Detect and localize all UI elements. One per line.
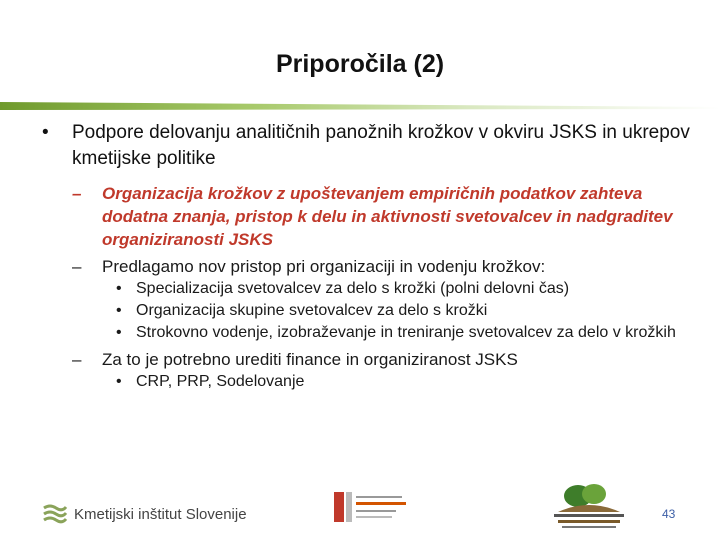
sub-sub-item-text: CRP, PRP, Sodelovanje xyxy=(136,373,305,390)
dash-icon: – xyxy=(72,350,82,369)
bullet-dot-icon: • xyxy=(116,373,122,390)
sub-sub-item xyxy=(30,300,700,322)
sub-sub-item xyxy=(30,371,700,393)
sub-item-3 xyxy=(30,348,700,371)
kis-logo-icon xyxy=(42,502,68,526)
title-divider xyxy=(0,100,720,112)
rural-network-logo xyxy=(548,482,630,532)
dash-icon: – xyxy=(72,184,82,203)
kis-logo xyxy=(42,500,247,528)
sub-item-2 xyxy=(30,255,700,278)
slide-content xyxy=(30,120,700,393)
sub-item-1-text: Organizacija krožkov z upoštevanjem empiričnih podatkov zahteva dodatna znanja, pristop k delu in aktivnosti svetovalcev in nadgraditev organiziranosti JSKS xyxy=(102,184,673,249)
ministry-logo xyxy=(332,490,412,526)
page-number: 43 xyxy=(662,507,676,521)
sub-sub-item xyxy=(30,278,700,300)
bullet-dot-icon: • xyxy=(116,324,122,341)
sub-sub-item-text: Strokovno vodenje, izobraževanje in treniranje svetovalcev za delo v krožkih xyxy=(136,324,676,341)
slide-title: Priporočila (2) xyxy=(275,50,445,78)
sub-sub-item xyxy=(30,322,700,344)
bullet-1 xyxy=(30,120,700,172)
kis-logo-text: Kmetijski inštitut Slovenije xyxy=(74,505,247,523)
sub-item-2-text: Predlagamo nov pristop pri organizaciji in vodenju krožkov: xyxy=(102,257,546,276)
sub-item-1 xyxy=(30,182,700,251)
bullet-1-text: Podpore delovanju analitičnih panožnih krožkov v okviru JSKS in ukrepov kmetijske politike xyxy=(72,122,690,169)
sub-item-3-text: Za to je potrebno urediti finance in organiziranost JSKS xyxy=(102,350,518,369)
sub-sub-item-text: Specializacija svetovalcev za delo s krožki (polni delovni čas) xyxy=(136,280,570,297)
bullet-dot-icon: • xyxy=(116,280,122,297)
dash-icon: – xyxy=(72,257,82,276)
bullet-dot-icon: • xyxy=(42,122,49,143)
bullet-dot-icon: • xyxy=(116,302,122,319)
sub-sub-item-text: Organizacija skupine svetovalcev za delo s krožki xyxy=(136,302,488,319)
